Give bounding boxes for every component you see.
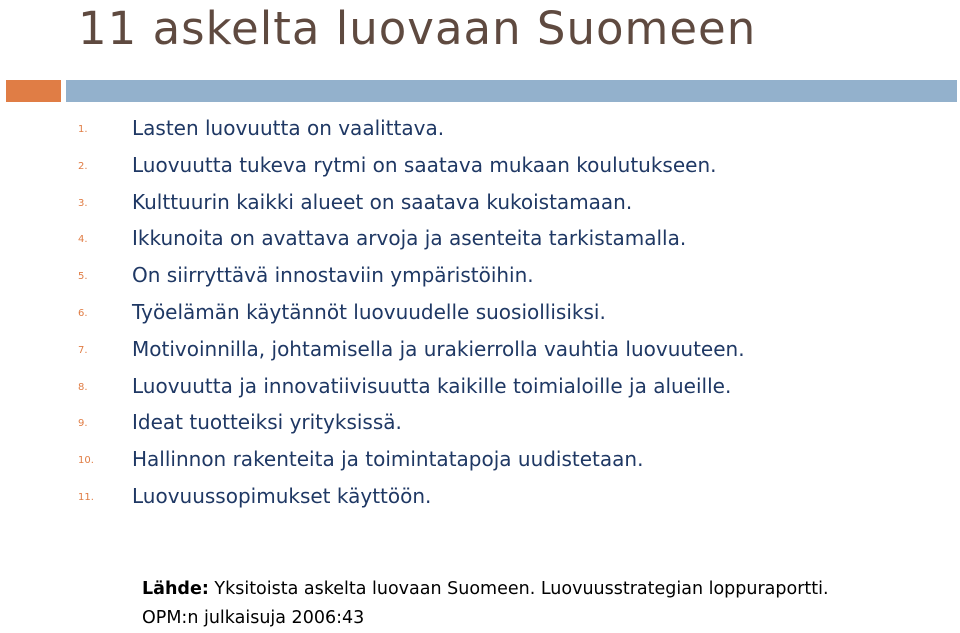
item-text: Ideat tuotteiksi yrityksissä. [132,410,402,435]
slide-title: 11 askelta luovaan Suomeen [78,2,757,55]
source-line-1 [142,575,829,604]
accent-bar [6,80,61,102]
item-number: 4. [78,234,88,246]
item-number: 1. [78,124,88,135]
title-underline-bar [66,80,957,102]
item-number: 3. [78,197,88,209]
item-number: 8. [78,381,88,393]
item-number: 10. [78,455,94,467]
item-number: 6. [78,307,88,319]
item-text: Luovuussopimukset käyttöön. [132,483,432,508]
item-number: 9. [78,418,88,430]
item-text: Hallinnon rakenteita ja toimintatapoja uudistetaan. [132,447,644,472]
source-text: Yksitoista askelta luovaan Suomeen. Luovuusstrategian loppuraportti. [208,579,829,599]
source-label: Lähde: [142,579,209,599]
item-text: Luovuutta ja innovatiivisuutta kaikille toimialoille ja alueille. [132,373,732,398]
item-number: 7. [78,344,88,356]
item-number: 11. [78,491,94,503]
item-text: Motivoinnilla, johtamisella ja urakierrolla vauhtia luovuuteen. [132,336,745,361]
item-text: Kulttuurin kaikki alueet on saatava kukoistamaan. [132,189,633,214]
source-line-2: OPM:n julkaisuja 2006:43 [142,608,365,628]
item-number: 5. [78,271,88,283]
item-text: Lasten luovuutta on vaalittava. [132,116,445,140]
item-text: Luovuutta tukeva rytmi on saatava mukaan koulutukseen. [132,152,717,177]
item-text: On siirryttävä innostaviin ympäristöihin. [132,263,534,288]
item-text: Työelämän käytännöt luovuudelle suosiollisiksi. [132,299,606,324]
source-citation [142,575,829,633]
item-text: Ikkunoita on avattava arvoja ja asenteita tarkistamalla. [132,226,687,251]
item-number: 2. [78,160,88,172]
